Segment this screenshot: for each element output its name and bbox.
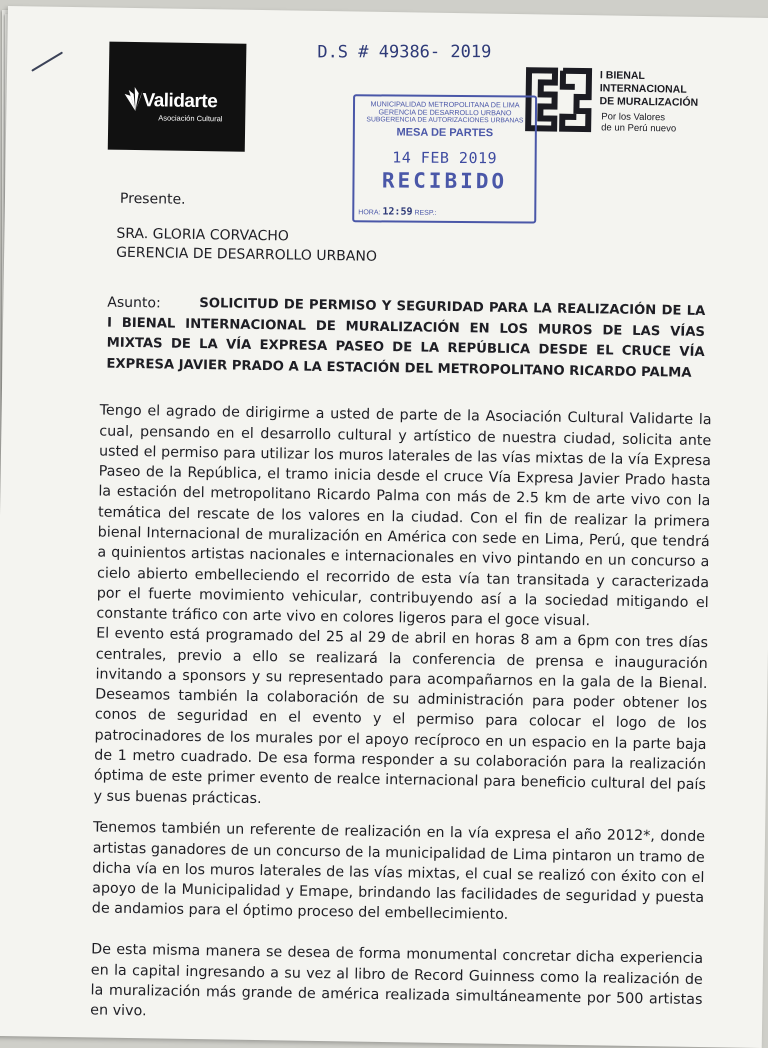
letter-greeting: Presente.	[119, 190, 186, 208]
stamp-resp-label: RESP.:	[414, 209, 437, 217]
stamp-department: GERENCIA DE DESARROLLO URBANO	[378, 107, 512, 118]
validarte-logo-name: Validarte	[142, 90, 218, 113]
validarte-logo	[108, 42, 247, 152]
handwritten-reference: D.S # 49386- 2019	[317, 42, 492, 63]
stamp-date: 14 FEB 2019	[392, 148, 498, 168]
body-paragraph: Tengo el agrado de dirigirme a usted de parte de la Asociación Cultural Validarte la cual, pensando en el desarrollo cultural y artístico de nuestra ciudad, solicita ante usted el permiso para utilizar los muros laterales de las vías mixtas de la vía Expresa Paseo de la República, el tramo inicia desde el cruce Vía Expresa Javier Prado hasta la estación del metropolitano Ricardo Palma con más de 2.5 km de arte vivo con la temática del rescate de los valores en la ciudad. Con el fin de realizar la primera bienal Internacional de muralización en América con sede en Lima, Perú, que tendrá a quinientos artistas nacionales e internacionales en vivo pintando en un concurso a cielo abierto embelleciendo el recorrido de esta vía tan transitada y caracterizada por el fuerte movimiento vehicular, contribuyendo así a la sociedad mitigando el constante tráfico con arte vivo en colores ligeros para el goce visual.	[96, 402, 712, 630]
body-paragraph: De esta misma manera se desea de forma monumental concretar dicha experiencia en la capital ingresando a su vez al libro de Record Guinness como la realización de la muralización más grande de américa realizada simultáneamente por 500 artistas en vivo.	[90, 941, 704, 1020]
pen-stroke	[31, 51, 63, 71]
reception-stamp	[352, 94, 537, 223]
bienal-title-line: INTERNACIONAL	[599, 82, 687, 96]
bienal-logo-title	[599, 69, 698, 110]
bienal-subtitle-line: Por los Valores	[601, 111, 666, 124]
bienal-logo-subtitle	[601, 111, 676, 134]
recipient-office: GERENCIA DE DESARROLLO URBANO	[116, 244, 378, 265]
bienal-title-line: DE MURALIZACIÓN	[599, 95, 699, 109]
body-paragraph: Tenemos también un referente de realización en la vía expresa el año 2012*, donde artistas ganadores de un concurso de la municipalidad de Lima pintaron un tramo de dicha vía en los muros laterales de las vías mixtas, el cual se realizó con éxito con el apoyo de la Municipalidad y Emape, brindando las facilidades de seguridad y puesta de andamios para el óptimo proceso del embellecimiento.	[91, 819, 706, 924]
stamp-subdepartment: SUBGERENCIA DE AUTORIZACIONES URBANAS	[366, 116, 524, 125]
bienal-subtitle-line: de un Perú nuevo	[601, 122, 677, 135]
stamp-hora-value: 12:59	[382, 206, 413, 218]
stamp-hora-label: HORA:	[358, 209, 381, 217]
validarte-logo-subtitle: Asociación Cultural	[158, 113, 223, 124]
body-paragraph: El evento está programado del 25 al 29 de abril en horas 8 am a 6pm con tres días centrales, previo a ello se realizará la conferencia de prensa e inauguración invitando a sponsors y su representado para acompañarnos en la gala de la Bienal. Deseamos también la colaboración de su administración para poder obtener los conos de seguridad en el evento y el permiso para colocar el logo de los patrocinadores de los murales por el apoyo recíproco en un espacio en la parte baja de 1 metro cuadrado. De esa forma responder a su colaboración para la realización óptima de este primer evento de realce internacional para beneficio cultural del país y sus buenas prácticas.	[93, 625, 709, 807]
stamp-status: RECIBIDO	[381, 168, 508, 194]
subject-label: Asunto:	[107, 294, 161, 312]
subject-text: SOLICITUD DE PERMISO Y SEGURIDAD PARA LA REALIZACIÓN DE LA I BIENAL INTERNACIONAL DE MURALIZACIÓN EN LOS MUROS DE LAS VÍAS MIXTAS DE LA VÍA EXPRESA PASEO DE LA REPÚBLICA DESDE EL CRUCE VÍA EXPRESA JAVIER PRADO A LA ESTACIÓN DEL METROPOLITANO RICARDO PALMA	[106, 296, 706, 381]
letter-page	[0, 6, 768, 1048]
stamp-time-row	[358, 206, 436, 218]
stamp-municipality: MUNICIPALIDAD METROPOLITANA DE LIMA	[370, 99, 520, 110]
recipient-name: SRA. GLORIA CORVACHO	[116, 225, 289, 245]
bienal-title-line: I BIENAL	[599, 69, 645, 83]
stamp-office: MESA DE PARTES	[396, 126, 494, 140]
